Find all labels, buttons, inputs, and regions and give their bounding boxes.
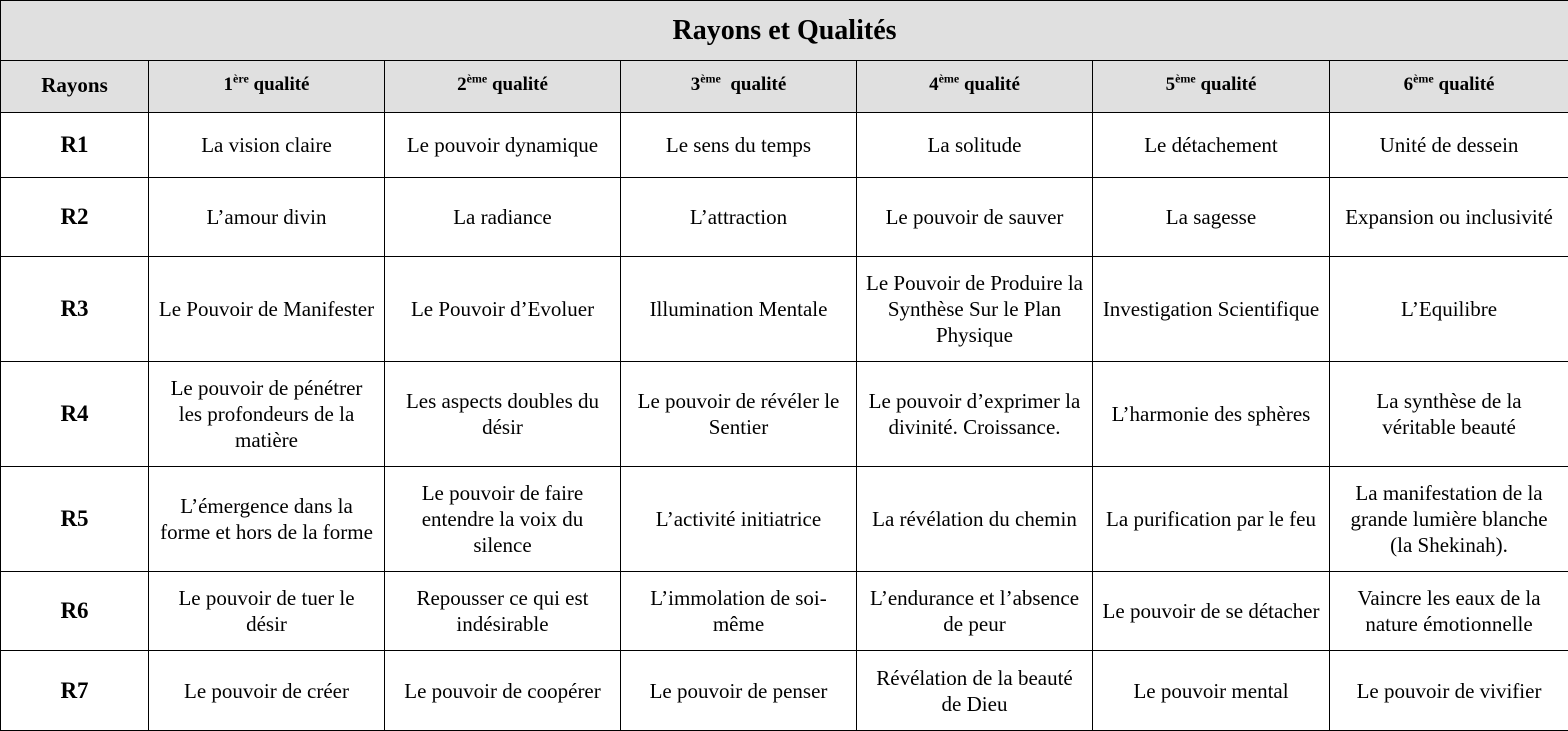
quality-cell: Les aspects doubles du désir (385, 362, 621, 467)
quality-cell: Le pouvoir d’exprimer la divinité. Croissance. (857, 362, 1093, 467)
quality-cell: Le Pouvoir de Produire la Synthèse Sur le Plan Physique (857, 257, 1093, 362)
ray-id-cell: R3 (1, 257, 149, 362)
table-row-r7 (1, 651, 1568, 731)
header-quality-4-sup: ème (939, 72, 960, 86)
quality-cell: Le détachement (1093, 113, 1330, 178)
header-quality-6-sup: ème (1413, 72, 1434, 86)
quality-cell: La manifestation de la grande lumière blanche (la Shekinah). (1330, 467, 1568, 572)
quality-cell: La solitude (857, 113, 1093, 178)
ray-id-cell: R1 (1, 113, 149, 178)
ray-id-cell: R2 (1, 178, 149, 257)
quality-cell: Repousser ce qui est indésirable (385, 572, 621, 651)
header-quality-2-sup: ème (467, 72, 488, 86)
quality-cell: L’immolation de soi-même (621, 572, 857, 651)
header-quality-6-num: 6 (1404, 74, 1414, 95)
header-row (1, 61, 1568, 113)
table-row-r1 (1, 113, 1568, 178)
header-quality-6 (1330, 61, 1568, 113)
quality-cell: La radiance (385, 178, 621, 257)
quality-cell: L’Equilibre (1330, 257, 1568, 362)
header-rayons: Rayons (1, 61, 149, 113)
quality-cell: L’émergence dans la forme et hors de la forme (149, 467, 385, 572)
quality-cell: L’activité initiatrice (621, 467, 857, 572)
ray-id-cell: R4 (1, 362, 149, 467)
quality-cell: Le pouvoir mental (1093, 651, 1330, 731)
header-quality-5-word: qualité (1196, 74, 1257, 95)
quality-cell: Investigation Scientifique (1093, 257, 1330, 362)
header-quality-4 (857, 61, 1093, 113)
quality-cell: Le sens du temps (621, 113, 857, 178)
ray-id-cell: R6 (1, 572, 149, 651)
quality-cell: Le pouvoir dynamique (385, 113, 621, 178)
quality-cell: Le pouvoir de penser (621, 651, 857, 731)
ray-id-cell: R5 (1, 467, 149, 572)
table-row-r3 (1, 257, 1568, 362)
table-row-r4 (1, 362, 1568, 467)
quality-cell: Le pouvoir de coopérer (385, 651, 621, 731)
title-row (1, 1, 1568, 61)
quality-cell: Révélation de la beauté de Dieu (857, 651, 1093, 731)
table-row-r2 (1, 178, 1568, 257)
ray-id-cell: R7 (1, 651, 149, 731)
quality-cell: La synthèse de la véritable beauté (1330, 362, 1568, 467)
quality-cell: Le pouvoir de se détacher (1093, 572, 1330, 651)
quality-cell: Le Pouvoir d’Evoluer (385, 257, 621, 362)
quality-cell: La vision claire (149, 113, 385, 178)
quality-cell: L’amour divin (149, 178, 385, 257)
header-quality-3-num: 3 (691, 74, 701, 95)
quality-cell: La révélation du chemin (857, 467, 1093, 572)
header-quality-1 (149, 61, 385, 113)
header-quality-4-word: qualité (959, 74, 1020, 95)
header-quality-6-word: qualité (1434, 74, 1495, 95)
header-quality-1-num: 1 (224, 74, 234, 95)
header-quality-1-word: qualité (249, 74, 310, 95)
header-quality-4-num: 4 (929, 74, 939, 95)
table-row-r6 (1, 572, 1568, 651)
quality-cell: L’endurance et l’absence de peur (857, 572, 1093, 651)
quality-cell: Illumination Mentale (621, 257, 857, 362)
quality-cell: Le pouvoir de pénétrer les profondeurs de la matière (149, 362, 385, 467)
quality-cell: Unité de dessein (1330, 113, 1568, 178)
header-quality-2-word: qualité (487, 74, 548, 95)
quality-cell: Le pouvoir de sauver (857, 178, 1093, 257)
quality-cell: Le Pouvoir de Manifester (149, 257, 385, 362)
table-row-r5 (1, 467, 1568, 572)
header-quality-3-sup: ème (700, 72, 721, 86)
header-quality-5-sup: ème (1175, 72, 1196, 86)
quality-cell: Le pouvoir de créer (149, 651, 385, 731)
header-quality-5-num: 5 (1166, 74, 1176, 95)
quality-cell: La purification par le feu (1093, 467, 1330, 572)
header-quality-3 (621, 61, 857, 113)
quality-cell: Le pouvoir de faire entendre la voix du silence (385, 467, 621, 572)
table-title: Rayons et Qualités (1, 1, 1568, 61)
header-quality-2-num: 2 (457, 74, 467, 95)
header-quality-1-sup: ère (233, 72, 249, 86)
quality-cell: Expansion ou inclusivité (1330, 178, 1568, 257)
header-quality-3-word: qualité (721, 74, 786, 95)
quality-cell: L’attraction (621, 178, 857, 257)
quality-cell: L’harmonie des sphères (1093, 362, 1330, 467)
quality-cell: Le pouvoir de vivifier (1330, 651, 1568, 731)
quality-cell: Le pouvoir de révéler le Sentier (621, 362, 857, 467)
quality-cell: La sagesse (1093, 178, 1330, 257)
header-quality-5 (1093, 61, 1330, 113)
quality-cell: Vaincre les eaux de la nature émotionnelle (1330, 572, 1568, 651)
quality-cell: Le pouvoir de tuer le désir (149, 572, 385, 651)
header-quality-2 (385, 61, 621, 113)
